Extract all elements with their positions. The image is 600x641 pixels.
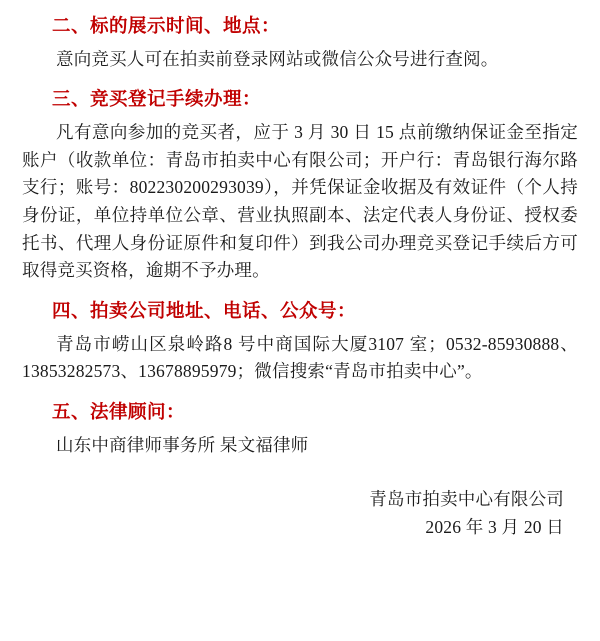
section-heading-3: 三、竞买登记手续办理： bbox=[52, 90, 262, 111]
section-heading-5: 五、法律顾问： bbox=[52, 403, 186, 424]
section-heading-4: 四、拍卖公司地址、电话、公众号： bbox=[52, 301, 357, 322]
section-paragraph-5-1: 山东中商律师事务所 杲文福律师 bbox=[56, 434, 309, 455]
section-paragraph-3-1: 凡有意向参加的竞买者，应于 3 月 30 日 15 点前缴纳保证金至指定账户（收款单位：青岛市拍卖中心有限公司；开户行：青岛银行海尔路支行；账号：802230200293039），并凭保证金收据及有效证件（个人持身份证，单位持单位公章、营业执照副本、法定代表人身份证、授权委托书、代理人身份证原件和复印件）到我公司办理竞买登记手续后方可取得竞买资格，逾期不予办理。 bbox=[22, 122, 578, 281]
section-heading-2: 二、标的展示时间、地点： bbox=[52, 17, 281, 37]
signature-date: 2026 年 3 月 20 日 bbox=[425, 517, 564, 538]
section-paragraph-2-1: 意向竞买人可在拍卖前登录网站或微信公众号进行查阅。 bbox=[56, 48, 499, 69]
signature-block bbox=[22, 485, 578, 541]
section-paragraph-4-1: 青岛市崂山区泉岭路8 号中商国际大厦3107 室；0532-85930888、13853282573、13678895979；微信搜索“青岛市拍卖中心”。 bbox=[22, 333, 578, 382]
signature-company: 青岛市拍卖中心有限公司 bbox=[369, 489, 564, 510]
